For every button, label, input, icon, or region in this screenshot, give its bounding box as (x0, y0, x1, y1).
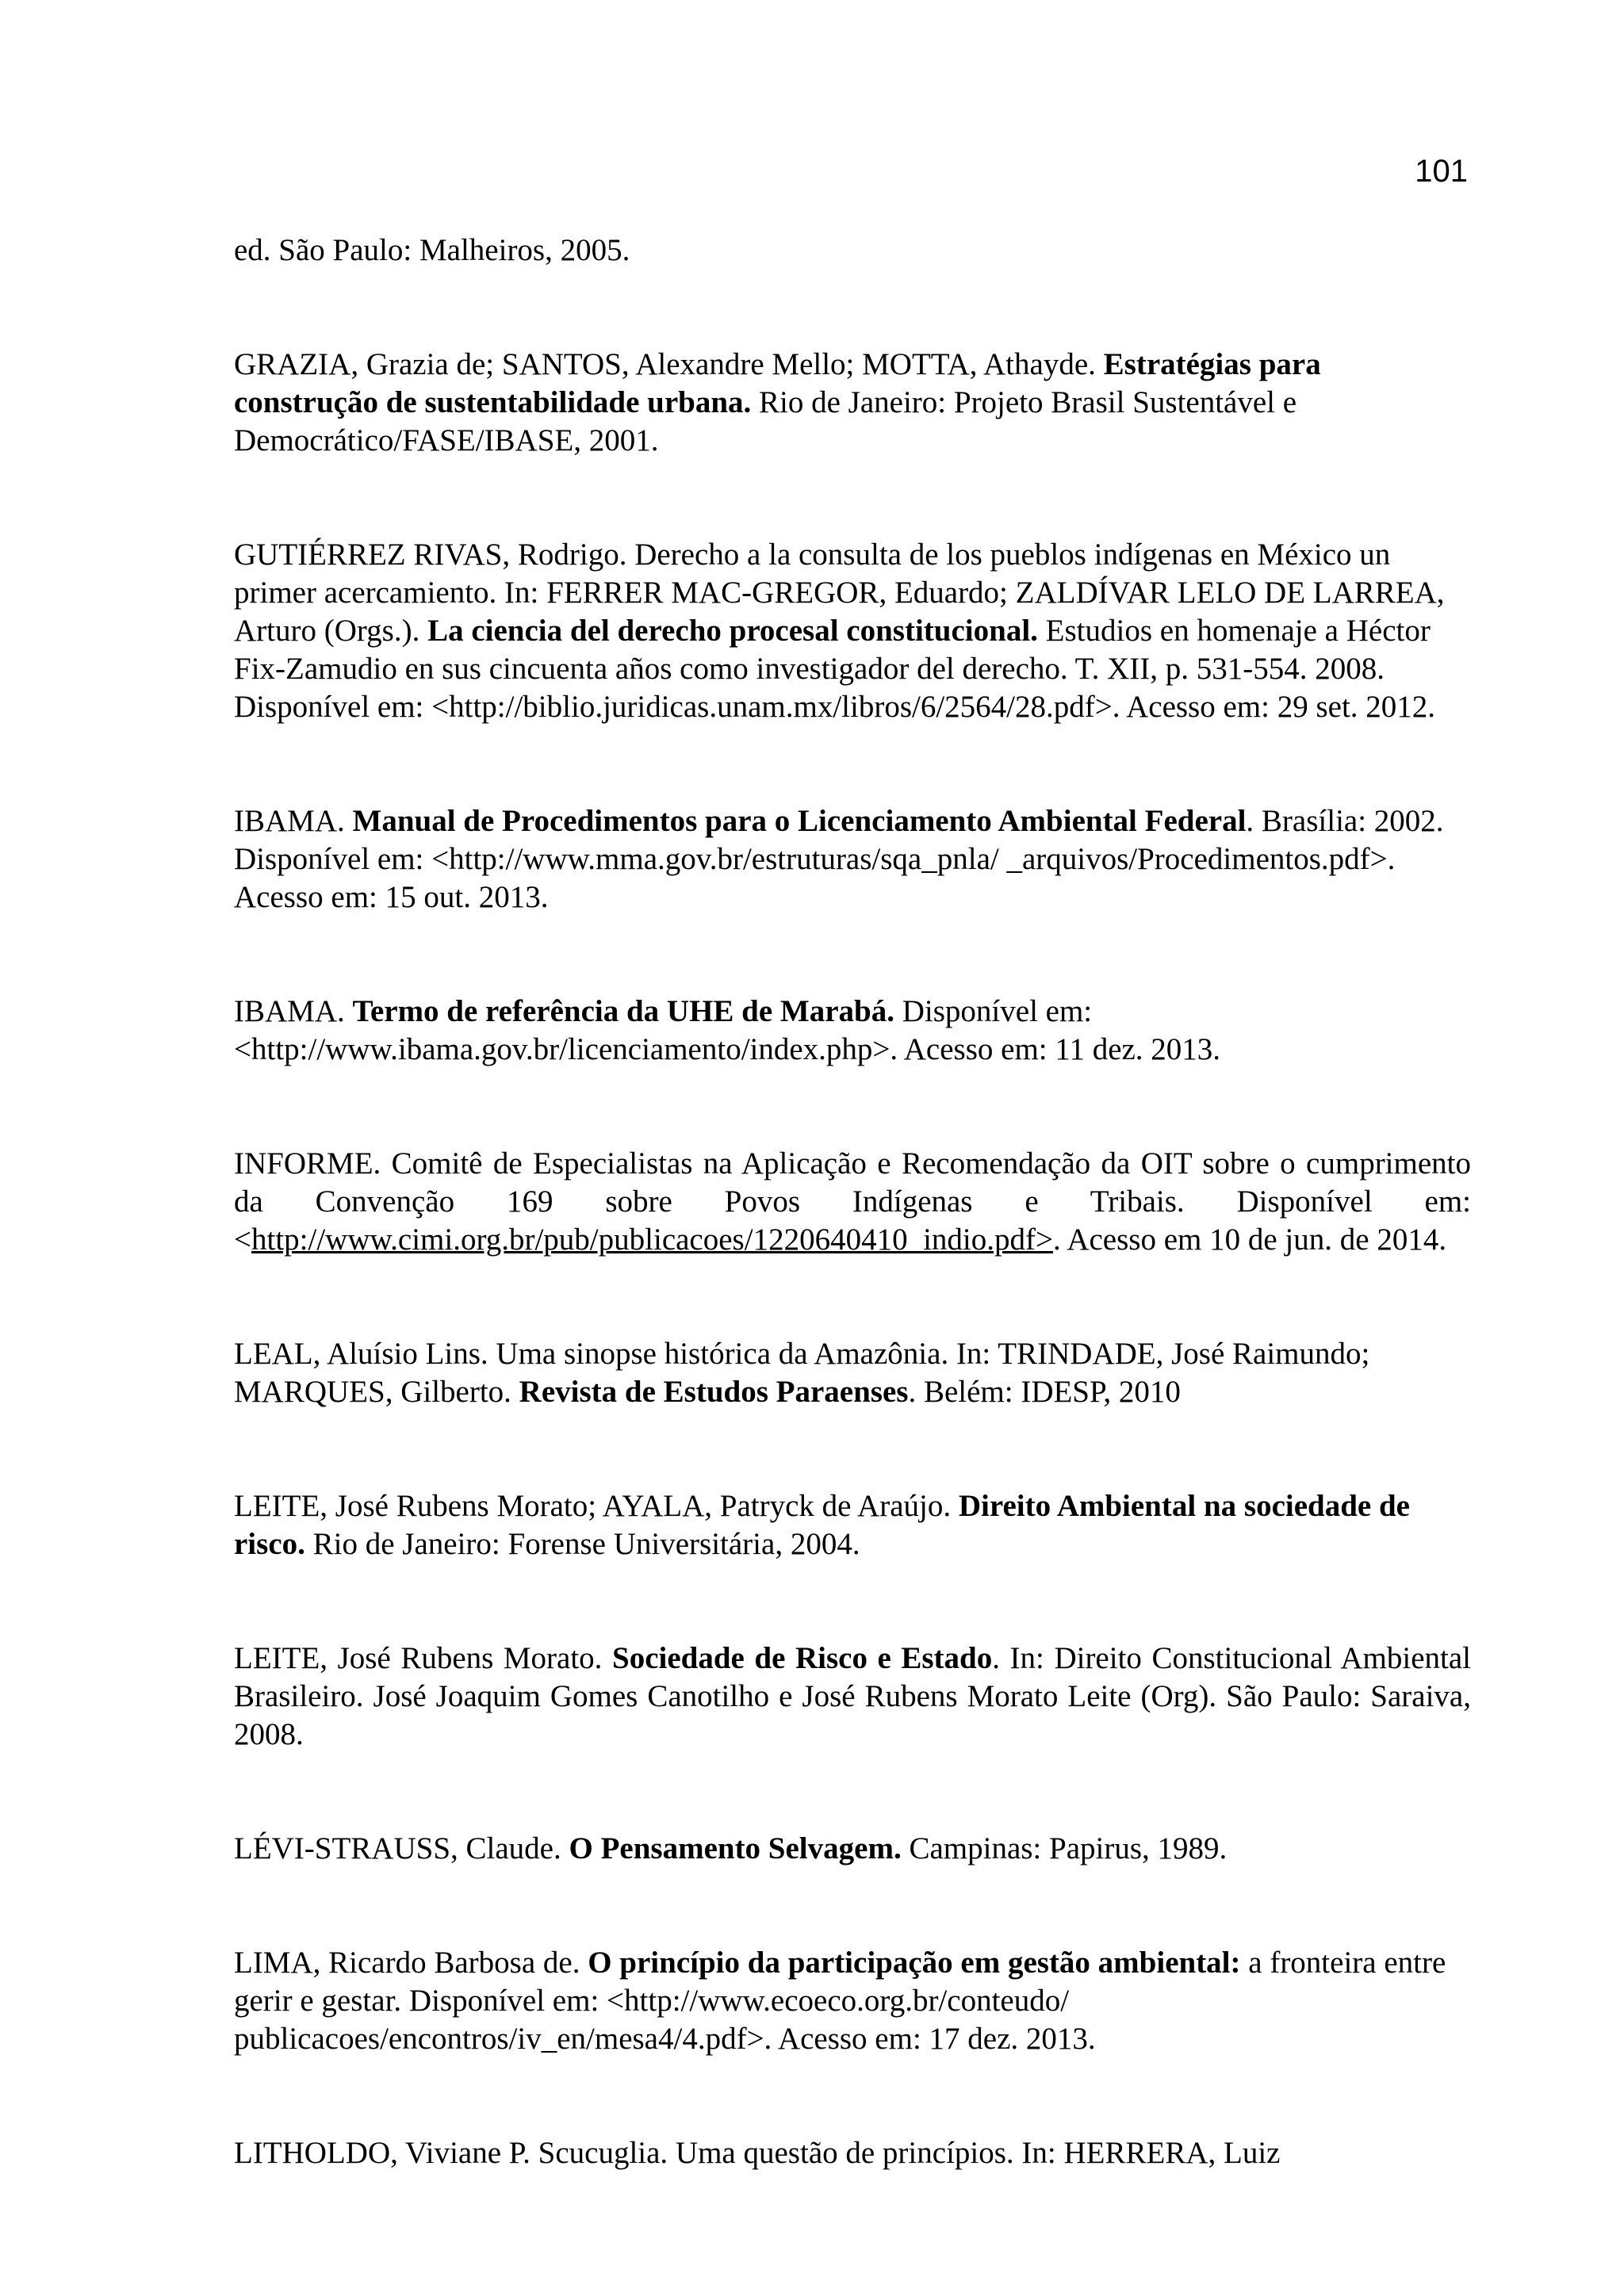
reference-entry (234, 1145, 1471, 1259)
reference-text: . Acesso em 10 de jun. de 2014. (1052, 1223, 1447, 1257)
reference-entry (234, 1944, 1471, 2058)
reference-entry (234, 1640, 1471, 1754)
reference-entry (234, 2134, 1471, 2172)
reference-entry (234, 346, 1471, 460)
reference-title: Estratégias para construção de sustentabilidade urbana. (234, 347, 1321, 419)
reference-title: Revista de Estudos Paraenses (519, 1375, 909, 1409)
reference-entry (234, 1830, 1471, 1868)
reference-text: a fronteira entre gerir e gestar. Disponível em: <http://www.ecoeco.org.br/conteudo/ publicacoes/encontros/iv_en/mesa4/4.pdf>. Acesso em: 17 dez. 2013. (234, 1946, 1446, 2056)
reference-text: IBAMA. (234, 994, 353, 1028)
reference-title: O princípio da participação em gestão ambiental: (588, 1946, 1241, 1980)
reference-entry (234, 232, 1471, 270)
reference-text: Campinas: Papirus, 1989. (901, 1831, 1228, 1866)
reference-text: LEAL, Aluísio Lins. Uma sinopse histórica da Amazônia. In: TRINDADE, José Raimundo; MARQUES, Gilberto. (234, 1337, 1370, 1409)
reference-text: . In: Direito Constitucional Ambiental Brasileiro. José Joaquim Gomes Canotilho e José Rubens Morato Leite (Org). São Paulo: Saraiva, 2008. (234, 1641, 1471, 1751)
reference-text: Rio de Janeiro: Projeto Brasil Sustentável e Democrático/FASE/IBASE, 2001. (234, 385, 1297, 457)
reference-title: La ciencia del derecho procesal constitucional. (427, 614, 1038, 648)
reference-text: GRAZIA, Grazia de; SANTOS, Alexandre Mello; MOTTA, Athayde. (234, 347, 1104, 381)
reference-text: LEITE, José Rubens Morato. (234, 1641, 612, 1675)
reference-text: Disponível em: <http://www.ibama.gov.br/licenciamento/index.php>. Acesso em: 11 dez. 2013. (234, 994, 1221, 1066)
reference-link[interactable]: http://www.cimi.org.br/pub/publicacoes/1220640410_indio.pdf> (251, 1223, 1053, 1257)
reference-text: Estudios en homenaje a Héctor Fix-Zamudio en sus cincuenta años como investigador del derecho. T. XII, p. 531-554. 2008. Disponível em: <http://biblio.juridicas.unam.mx/libros/6/2564/28.pdf>. Acesso em: 29 set. 2012. (234, 614, 1436, 724)
reference-text: . Belém: IDESP, 2010 (908, 1375, 1181, 1409)
reference-title: Termo de referência da UHE de Marabá. (352, 994, 894, 1028)
reference-entry (234, 802, 1471, 916)
reference-text: INFORME. Comitê de Especialistas na Aplicação e Recomendação da OIT sobre o cumprimento da Convenção 169 sobre Povos Indígenas e Tribais. Disponível em:< (234, 1146, 1471, 1257)
reference-entry (234, 536, 1471, 726)
references-list (234, 232, 1471, 2172)
reference-text: LITHOLDO, Viviane P. Scucuglia. Uma questão de princípios. In: HERRERA, Luiz (234, 2136, 1281, 2170)
reference-text: IBAMA. (234, 804, 353, 838)
reference-title: Direito Ambiental na sociedade de risco. (234, 1489, 1410, 1561)
reference-text: . Brasília: 2002. Disponível em: <http://www.mma.gov.br/estruturas/sqa_pnla/ _arquivos/Procedimentos.pdf>. Acesso em: 15 out. 2013. (234, 804, 1444, 914)
reference-entry (234, 993, 1471, 1069)
reference-text: LIMA, Ricardo Barbosa de. (234, 1946, 588, 1980)
reference-text: LEITE, José Rubens Morato; AYALA, Patryck de Araújo. (234, 1489, 959, 1523)
reference-text: ed. São Paulo: Malheiros, 2005. (234, 233, 630, 267)
reference-title: Manual de Procedimentos para o Licenciamento Ambiental Federal (352, 804, 1247, 838)
reference-text: Rio de Janeiro: Forense Universitária, 2004. (304, 1527, 860, 1561)
reference-text: LÉVI-STRAUSS, Claude. (234, 1831, 569, 1866)
reference-text: GUTIÉRREZ RIVAS, Rodrigo. Derecho a la consulta de los pueblos indígenas en México un primer acercamiento. In: FERRER MAC-GREGOR, Eduardo; ZALDÍVAR LELO DE LARREA, Arturo (Orgs.). (234, 538, 1445, 648)
reference-entry (234, 1487, 1471, 1563)
reference-title: Sociedade de Risco e Estado (612, 1641, 993, 1675)
reference-entry (234, 1335, 1471, 1411)
page-number: 101 (1415, 154, 1468, 189)
reference-title: O Pensamento Selvagem. (569, 1831, 902, 1866)
